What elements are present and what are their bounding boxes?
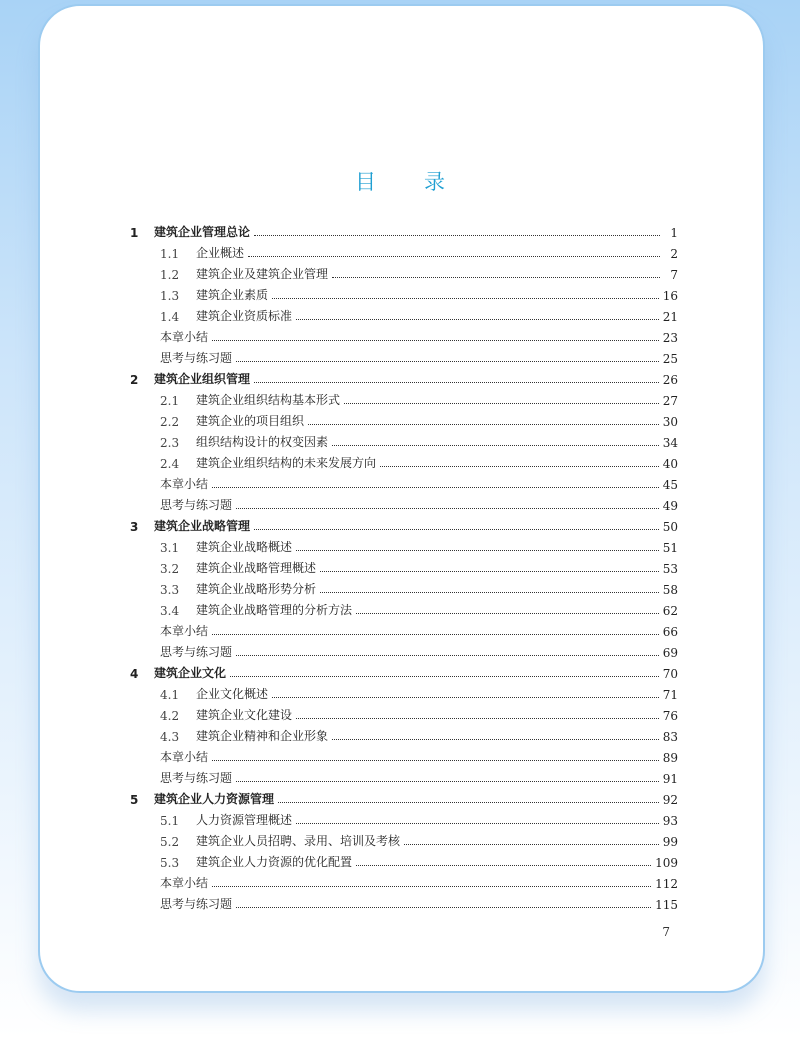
toc-section-row[interactable] [128,807,678,828]
toc-dot-leader [380,465,659,467]
toc-entry-number: 2 [130,373,139,387]
toc-entry-page: 89 [662,751,678,765]
toc-entry-number: 5 [130,793,139,807]
toc-dot-leader [236,360,659,362]
title-char-2: 录 [424,170,445,194]
toc-entry-page: 34 [662,436,678,450]
toc-chapter-row[interactable] [128,219,678,240]
toc-section-row[interactable] [128,681,678,702]
toc-section-row[interactable] [128,555,678,576]
toc-section-row[interactable] [128,576,678,597]
toc-dot-leader [272,696,659,698]
toc-chapter-row[interactable] [128,786,678,807]
toc-entry-label: 建筑企业文化 [154,666,227,680]
toc-entry-page: 51 [662,541,678,555]
toc-dot-leader [278,801,659,803]
toc-dot-leader [254,381,659,383]
toc-dot-leader [254,528,659,530]
toc-dot-leader [320,591,659,593]
toc-dot-leader [212,486,659,488]
toc-entry-number: 1.3 [160,289,180,303]
toc-dot-leader [296,318,659,320]
toc-entry-page: 62 [662,604,678,618]
toc-chapter-row[interactable] [128,366,678,387]
toc-summary-row[interactable] [128,345,678,366]
toc-summary-row[interactable] [128,639,678,660]
toc-entry-label: 本章小结 [160,624,209,638]
toc-entry-page: 69 [662,646,678,660]
toc-entry-label: 建筑企业素质 [196,288,269,302]
toc-dot-leader [356,864,651,866]
toc-entry-label: 建筑企业组织结构的未来发展方向 [196,456,377,470]
toc-entry-label: 建筑企业组织管理 [154,372,251,386]
toc-dot-leader [236,654,659,656]
toc-entry-label: 建筑企业人力资源管理 [154,792,275,806]
toc-entry-page: 91 [662,772,678,786]
toc-section-row[interactable] [128,303,678,324]
toc-entry-label: 建筑企业人员招聘、录用、培训及考核 [196,834,401,848]
toc-entry-label: 建筑企业人力资源的优化配置 [196,855,353,869]
toc-entry-label: 建筑企业及建筑企业管理 [196,267,329,281]
toc-dot-leader [212,633,659,635]
toc-dot-leader [248,255,660,257]
toc-dot-leader [320,570,659,572]
toc-entry-number: 4 [130,667,139,681]
toc-section-row[interactable] [128,429,678,450]
toc-entry-page: 83 [662,730,678,744]
toc-entry-page: 99 [662,835,678,849]
toc-entry-number: 4.3 [160,730,180,744]
toc-entry-number: 5.1 [160,814,180,828]
toc-summary-row[interactable] [128,744,678,765]
toc-entry-page: 76 [662,709,678,723]
toc-dot-leader [296,549,659,551]
toc-entry-label: 企业文化概述 [196,687,269,701]
toc-entry-page: 49 [662,499,678,513]
toc-dot-leader [308,423,659,425]
toc-section-row[interactable] [128,240,678,261]
toc-entry-page: 58 [662,583,678,597]
toc-entry-label: 建筑企业的项目组织 [196,414,305,428]
toc-entry-number: 3.2 [160,562,180,576]
toc-entry-label: 建筑企业战略管理 [154,519,251,533]
toc-section-row[interactable] [128,261,678,282]
toc-entry-number: 3.3 [160,583,180,597]
toc-section-row[interactable] [128,387,678,408]
toc-dot-leader [332,444,659,446]
toc-entry-label: 建筑企业文化建设 [196,708,293,722]
toc-section-row[interactable] [128,534,678,555]
toc-entry-page: 7 [670,268,678,282]
toc-dot-leader [230,675,659,677]
toc-entry-label: 建筑企业管理总论 [154,225,251,239]
toc-entry-label: 思考与练习题 [160,897,233,911]
toc-entry-label: 建筑企业战略管理的分析方法 [196,603,353,617]
toc-section-row[interactable] [128,450,678,471]
toc-summary-row[interactable] [128,618,678,639]
toc-entry-label: 本章小结 [160,477,209,491]
toc-chapter-row[interactable] [128,513,678,534]
toc-entry-label: 企业概述 [196,246,245,260]
toc-entry-page: 112 [655,877,678,891]
toc-dot-leader [272,297,659,299]
toc-entry-page: 1 [670,226,678,240]
toc-entry-page: 30 [662,415,678,429]
toc-entry-page: 109 [655,856,678,870]
toc-dot-leader [356,612,659,614]
toc-entry-page: 115 [655,898,678,912]
toc-dot-leader [254,234,660,236]
toc-entry-label: 思考与练习题 [160,771,233,785]
toc-entry-page: 2 [670,247,678,261]
toc-entry-label: 本章小结 [160,750,209,764]
toc-entry-number: 5.2 [160,835,180,849]
toc-entry-label: 思考与练习题 [160,645,233,659]
toc-dot-leader [236,780,659,782]
toc-entry-number: 1 [130,226,139,240]
toc-entry-number: 4.2 [160,709,180,723]
table-of-contents [128,219,678,912]
toc-entry-page: 66 [662,625,678,639]
toc-section-row[interactable] [128,723,678,744]
toc-entry-page: 71 [662,688,678,702]
toc-entry-label: 建筑企业战略概述 [196,540,293,554]
toc-dot-leader [296,717,659,719]
toc-dot-leader [332,276,660,278]
toc-entry-page: 27 [662,394,678,408]
toc-section-row[interactable] [128,597,678,618]
toc-entry-number: 2.2 [160,415,180,429]
toc-entry-label: 人力资源管理概述 [196,813,293,827]
toc-entry-number: 2.4 [160,457,180,471]
toc-entry-page: 23 [662,331,678,345]
toc-entry-label: 组织结构设计的权变因素 [196,435,329,449]
toc-dot-leader [296,822,659,824]
toc-summary-row[interactable] [128,765,678,786]
toc-section-row[interactable] [128,408,678,429]
toc-entry-number: 5.3 [160,856,180,870]
toc-entry-label: 建筑企业资质标准 [196,309,293,323]
toc-entry-label: 建筑企业精神和企业形象 [196,729,329,743]
toc-entry-label: 建筑企业战略管理概述 [196,561,317,575]
toc-entry-number: 3.1 [160,541,180,555]
toc-dot-leader [212,759,659,761]
toc-dot-leader [236,507,659,509]
toc-summary-row[interactable] [128,492,678,513]
page-number: 7 [662,925,670,939]
toc-entry-page: 93 [662,814,678,828]
toc-entry-number: 3 [130,520,139,534]
title-char-1: 目 [355,170,376,194]
toc-entry-page: 45 [662,478,678,492]
toc-entry-label: 本章小结 [160,330,209,344]
toc-entry-label: 建筑企业组织结构基本形式 [196,393,341,407]
toc-dot-leader [404,843,659,845]
toc-entry-number: 1.2 [160,268,180,282]
toc-summary-row[interactable] [128,471,678,492]
page-title [0,166,800,196]
toc-section-row[interactable] [128,282,678,303]
toc-dot-leader [344,402,659,404]
toc-entry-page: 70 [662,667,678,681]
toc-summary-row[interactable] [128,324,678,345]
toc-entry-label: 思考与练习题 [160,351,233,365]
toc-entry-number: 2.3 [160,436,180,450]
toc-entry-label: 本章小结 [160,876,209,890]
toc-entry-page: 53 [662,562,678,576]
toc-section-row[interactable] [128,702,678,723]
toc-entry-page: 92 [662,793,678,807]
toc-entry-page: 40 [662,457,678,471]
toc-entry-page: 25 [662,352,678,366]
toc-summary-row[interactable] [128,870,678,891]
toc-summary-row[interactable] [128,891,678,912]
toc-entry-number: 1.1 [160,247,180,261]
toc-chapter-row[interactable] [128,660,678,681]
toc-dot-leader [212,339,659,341]
toc-section-row[interactable] [128,849,678,870]
toc-entry-number: 2.1 [160,394,180,408]
toc-entry-page: 21 [662,310,678,324]
toc-dot-leader [236,906,651,908]
toc-entry-label: 思考与练习题 [160,498,233,512]
toc-entry-number: 4.1 [160,688,180,702]
toc-entry-label: 建筑企业战略形势分析 [196,582,317,596]
toc-dot-leader [332,738,659,740]
toc-entry-number: 3.4 [160,604,180,618]
toc-entry-number: 1.4 [160,310,180,324]
toc-entry-page: 50 [662,520,678,534]
toc-section-row[interactable] [128,828,678,849]
toc-entry-page: 16 [662,289,678,303]
toc-entry-page: 26 [662,373,678,387]
toc-dot-leader [212,885,651,887]
